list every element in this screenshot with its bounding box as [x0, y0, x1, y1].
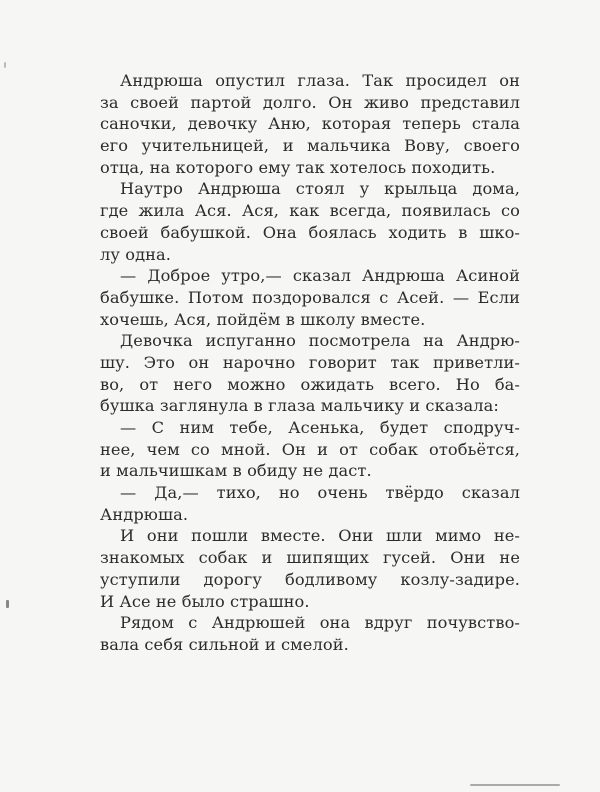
- text-line: И они пошли вместе. Они шли мимо не-: [120, 526, 520, 546]
- text-line: шу. Это он нарочно говорит так приветли-: [100, 352, 520, 372]
- text-line: Андрюша опустил глаза. Так просидел он: [120, 71, 520, 90]
- text-line: знакомых собак и шипящих гусей. Они не: [100, 548, 520, 568]
- text-line: Рядом с Андрюшей она вдруг почувство-: [120, 613, 520, 633]
- text-line: уступили дорогу бодливому козлу-задире.: [100, 569, 520, 589]
- page-text: [100, 70, 520, 656]
- text-line: И Асе не было страшно.: [100, 591, 310, 611]
- scan-speck: [4, 62, 6, 68]
- text-line: отца, на которого ему так хотелось походить.: [100, 157, 496, 177]
- text-line: его учительницей, и мальчика Вову, своего: [100, 136, 520, 156]
- text-line: бушка заглянула в глаза мальчику и сказала:: [100, 396, 499, 416]
- text-line: Девочка испуганно посмотрела на Андрю-: [120, 331, 520, 351]
- text-line: — Доброе утро,— сказал Андрюша Асиной: [120, 266, 520, 286]
- text-line: — Да,— тихо, но очень твёрдо сказал: [120, 483, 520, 503]
- text-line: — С ним тебе, Асенька, будет сподруч-: [120, 418, 520, 437]
- text-line: хочешь, Ася, пойдём в школу вместе.: [100, 309, 426, 329]
- text-line: саночки, девочку Аню, которая теперь стала: [100, 114, 520, 134]
- text-line: вала себя сильной и смелой.: [100, 634, 349, 654]
- text-line: нее, чем со мной. Он и от собак отобьётся,: [100, 439, 520, 459]
- text-line: где жила Ася. Ася, как всегда, появилась со: [100, 201, 520, 221]
- text-line: за своей партой долго. Он живо представил: [100, 92, 520, 112]
- text-line: Андрюша.: [100, 504, 189, 524]
- text-line: Наутро Андрюша стоял у крыльца дома,: [120, 179, 520, 199]
- text-line: лу одна.: [100, 244, 172, 264]
- text-line: и мальчишкам в обиду не даст.: [100, 461, 372, 481]
- text-line: во, от него можно ожидать всего. Но ба-: [100, 374, 520, 394]
- scan-edge: [470, 784, 560, 786]
- text-line: своей бабушкой. Она боялась ходить в шко-: [100, 222, 520, 242]
- scan-speck: [6, 600, 9, 608]
- text-line: бабушке. Потом поздоровался с Асей. — Если: [100, 287, 520, 307]
